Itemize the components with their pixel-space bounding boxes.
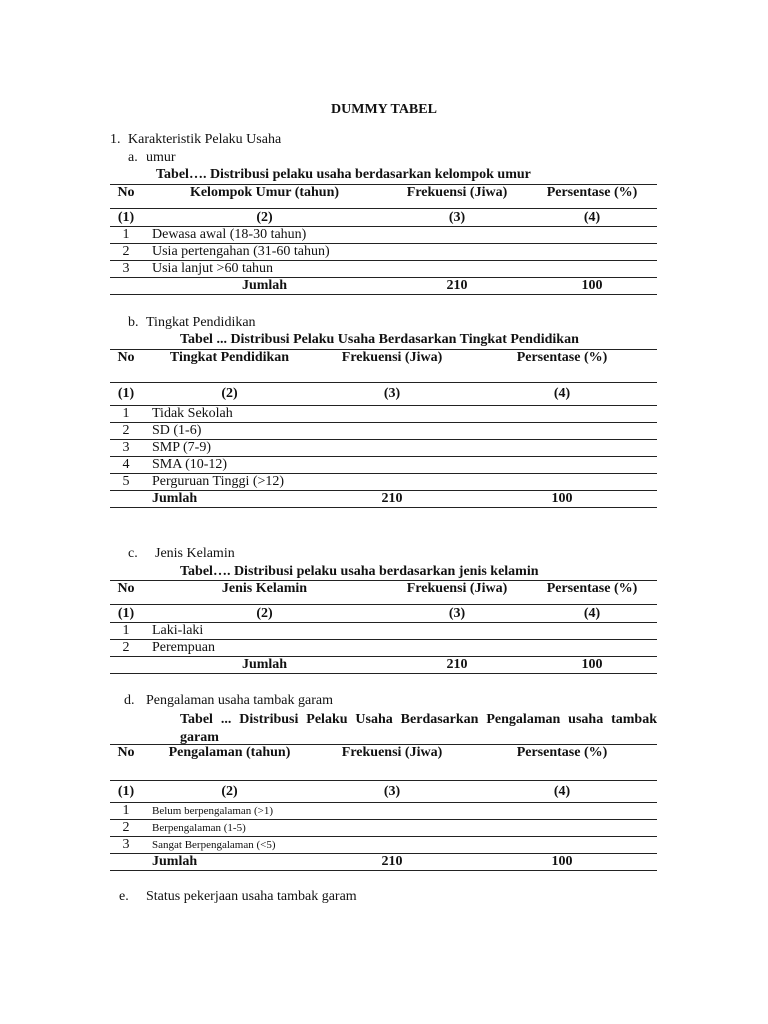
col-number-3: (3) [387, 209, 527, 227]
col-number-2: (2) [142, 605, 387, 623]
row-percentage [467, 474, 657, 491]
col-number-3: (3) [317, 781, 467, 803]
row-no: 2 [110, 244, 142, 261]
row-label: Berpengalaman (1-5) [142, 820, 317, 837]
total-percentage: 100 [467, 491, 657, 508]
table-age-distribution [110, 184, 657, 295]
table-row [110, 406, 657, 423]
total-label: Jumlah [142, 657, 387, 674]
row-label: Belum berpengalaman (>1) [142, 803, 317, 820]
subsection-a-label: umur [146, 150, 176, 165]
total-percentage: 100 [467, 854, 657, 871]
row-frequency [387, 227, 527, 244]
table-row [110, 623, 657, 640]
subsection-c-label: Jenis Kelamin [155, 546, 235, 561]
col-number-2: (2) [142, 383, 317, 406]
total-frequency: 210 [317, 854, 467, 871]
header-frequency: Frekuensi (Jiwa) [387, 581, 527, 605]
total-label: Jumlah [142, 491, 317, 508]
table-row [110, 820, 657, 837]
col-number-4: (4) [527, 209, 657, 227]
col-number-3: (3) [317, 383, 467, 406]
header-gender: Jenis Kelamin [142, 581, 387, 605]
table-row [110, 261, 657, 278]
row-percentage [467, 837, 657, 854]
col-number-3: (3) [387, 605, 527, 623]
col-number-4: (4) [527, 605, 657, 623]
table-gender-distribution [110, 580, 657, 674]
row-no: 2 [110, 820, 142, 837]
row-label: SMP (7-9) [142, 440, 317, 457]
subsection-b-letter: b. [128, 315, 139, 330]
row-frequency [317, 820, 467, 837]
table-row [110, 244, 657, 261]
col-number-2: (2) [142, 781, 317, 803]
row-label: Perguruan Tinggi (>12) [142, 474, 317, 491]
total-frequency: 210 [387, 278, 527, 295]
subsection-e-label: Status pekerjaan usaha tambak garam [146, 889, 357, 904]
section-label: Karakteristik Pelaku Usaha [128, 132, 282, 147]
col-number-2: (2) [142, 209, 387, 227]
row-no: 1 [110, 406, 142, 423]
header-percentage: Persentase (%) [527, 185, 657, 209]
table-total-row [110, 657, 657, 674]
row-no: 1 [110, 803, 142, 820]
row-no: 5 [110, 474, 142, 491]
col-number-1: (1) [110, 605, 142, 623]
header-no: No [110, 185, 142, 209]
row-no: 3 [110, 837, 142, 854]
section-number: 1. [110, 132, 121, 147]
table-education-distribution [110, 349, 657, 508]
table-row [110, 803, 657, 820]
col-number-1: (1) [110, 781, 142, 803]
row-frequency [317, 837, 467, 854]
row-percentage [467, 440, 657, 457]
col-number-1: (1) [110, 209, 142, 227]
header-percentage: Persentase (%) [527, 581, 657, 605]
subsection-b-label: Tingkat Pendidikan [146, 315, 256, 330]
table-b-caption: Tabel ... Distribusi Pelaku Usaha Berdasarkan Tingkat Pendidikan [180, 332, 579, 347]
row-no: 4 [110, 457, 142, 474]
row-percentage [467, 803, 657, 820]
table-row [110, 227, 657, 244]
header-no: No [110, 745, 142, 781]
subsection-e-letter: e. [119, 889, 129, 904]
header-frequency: Frekuensi (Jiwa) [387, 185, 527, 209]
total-frequency: 210 [387, 657, 527, 674]
row-frequency [387, 623, 527, 640]
row-percentage [467, 423, 657, 440]
row-frequency [387, 261, 527, 278]
row-percentage [527, 640, 657, 657]
col-number-4: (4) [467, 383, 657, 406]
row-frequency [317, 457, 467, 474]
header-frequency: Frekuensi (Jiwa) [317, 350, 467, 383]
row-label: SMA (10-12) [142, 457, 317, 474]
row-frequency [317, 803, 467, 820]
row-percentage [527, 261, 657, 278]
row-percentage [467, 820, 657, 837]
row-label: Laki-laki [142, 623, 387, 640]
header-experience: Pengalaman (tahun) [142, 745, 317, 781]
col-number-1: (1) [110, 383, 142, 406]
table-row [110, 440, 657, 457]
table-row [110, 474, 657, 491]
row-label: Usia lanjut >60 tahun [142, 261, 387, 278]
table-a-caption: Tabel…. Distribusi pelaku usaha berdasarkan kelompok umur [156, 167, 531, 182]
table-total-row [110, 854, 657, 871]
table-c-caption: Tabel…. Distribusi pelaku usaha berdasarkan jenis kelamin [180, 564, 539, 579]
document-title: DUMMY TABEL [331, 102, 437, 117]
row-percentage [527, 227, 657, 244]
header-no: No [110, 350, 142, 383]
row-percentage [467, 406, 657, 423]
row-label: Perempuan [142, 640, 387, 657]
row-label: Usia pertengahan (31-60 tahun) [142, 244, 387, 261]
row-frequency [317, 423, 467, 440]
row-frequency [387, 640, 527, 657]
header-percentage: Persentase (%) [467, 350, 657, 383]
row-frequency [317, 440, 467, 457]
row-no: 3 [110, 261, 142, 278]
header-no: No [110, 581, 142, 605]
row-no: 2 [110, 640, 142, 657]
row-label: Dewasa awal (18-30 tahun) [142, 227, 387, 244]
total-frequency: 210 [317, 491, 467, 508]
total-percentage: 100 [527, 278, 657, 295]
subsection-d-letter: d. [124, 693, 135, 708]
total-label: Jumlah [142, 854, 317, 871]
row-no: 1 [110, 227, 142, 244]
row-frequency [317, 406, 467, 423]
table-row [110, 423, 657, 440]
subsection-c-letter: c. [128, 546, 138, 561]
row-no: 1 [110, 623, 142, 640]
row-label: Tidak Sekolah [142, 406, 317, 423]
header-education: Tingkat Pendidikan [142, 350, 317, 383]
row-no: 3 [110, 440, 142, 457]
total-percentage: 100 [527, 657, 657, 674]
header-age-group: Kelompok Umur (tahun) [142, 185, 387, 209]
row-label: Sangat Berpengalaman (<5) [142, 837, 317, 854]
table-row [110, 640, 657, 657]
header-frequency: Frekuensi (Jiwa) [317, 745, 467, 781]
subsection-a-letter: a. [128, 150, 138, 165]
table-total-row [110, 278, 657, 295]
table-row [110, 837, 657, 854]
row-percentage [467, 457, 657, 474]
table-d-caption: Tabel ... Distribusi Pelaku Usaha Berdasarkan Pengalaman usaha tambak garam [180, 712, 657, 745]
row-percentage [527, 623, 657, 640]
row-frequency [387, 244, 527, 261]
col-number-4: (4) [467, 781, 657, 803]
header-percentage: Persentase (%) [467, 745, 657, 781]
row-frequency [317, 474, 467, 491]
row-no: 2 [110, 423, 142, 440]
row-percentage [527, 244, 657, 261]
table-total-row [110, 491, 657, 508]
total-label: Jumlah [142, 278, 387, 295]
subsection-d-label: Pengalaman usaha tambak garam [146, 693, 333, 708]
table-experience-distribution [110, 744, 657, 871]
row-label: SD (1-6) [142, 423, 317, 440]
table-row [110, 457, 657, 474]
